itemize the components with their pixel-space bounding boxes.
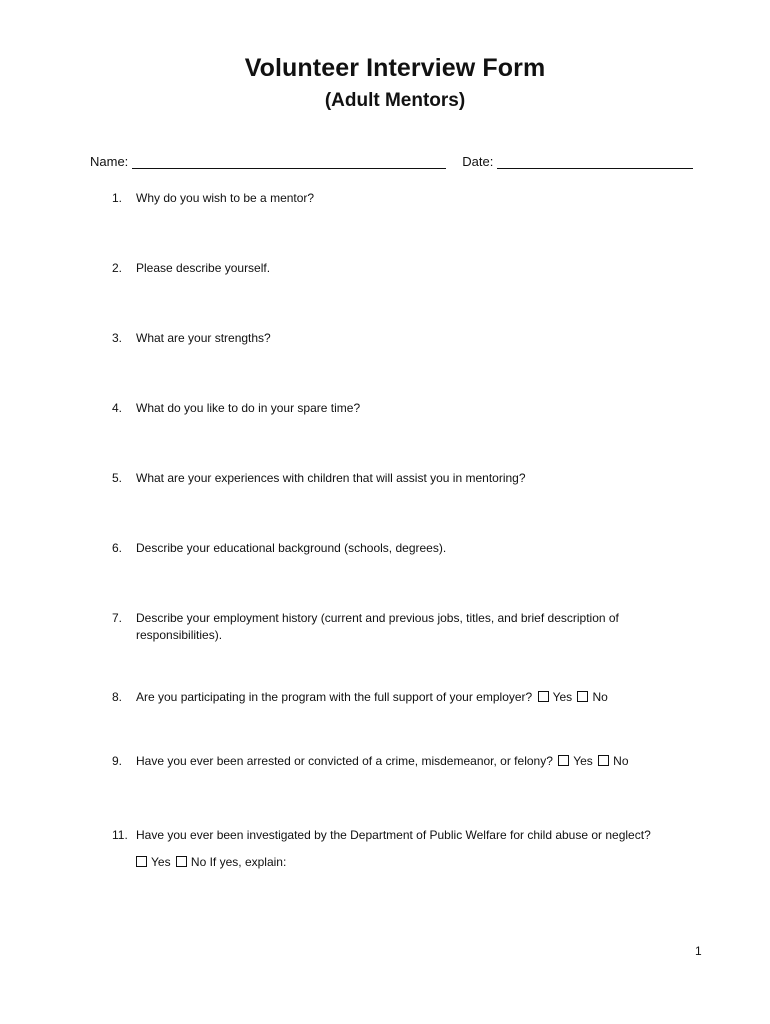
question-6 [112,540,696,557]
question-2 [112,260,696,277]
question-9-body [136,753,696,770]
question-number: 9. [112,754,123,768]
form-subtitle: (Adult Mentors) [324,90,466,111]
no-checkbox[interactable] [176,856,187,867]
question-8 [112,689,696,706]
question-number: 5. [112,471,123,485]
form-title: Volunteer Interview Form [244,54,546,82]
question-8-body [136,689,696,706]
yes-checkbox[interactable] [558,755,569,766]
question-11 [112,827,696,844]
question-number: 2. [112,261,123,275]
name-label: Name: [90,154,129,169]
question-4 [112,400,696,417]
name-date-row [90,154,693,169]
question-text: Describe your employment history (current and previous jobs, titles, and brief description of responsibilities). [136,611,619,642]
no-checkbox[interactable] [598,755,609,766]
question-number: 6. [112,541,123,555]
question-text: What do you like to do in your spare time? [136,401,361,415]
question-number: 4. [112,401,123,415]
no-label: No If yes, explain: [190,855,287,869]
name-field[interactable] [132,154,446,169]
question-text: Have you ever been arrested or convicted of a crime, misdemeanor, or felony? [136,754,553,768]
yes-label: Yes [573,754,593,768]
no-checkbox[interactable] [577,691,588,702]
question-text: Are you participating in the program with the full support of your employer? [136,690,533,704]
yes-label: Yes [552,690,573,704]
yes-checkbox[interactable] [136,856,147,867]
question-1 [112,190,696,207]
question-text: Please describe yourself. [136,261,271,275]
no-label: No [613,754,629,768]
question-text: Why do you wish to be a mentor? [136,191,315,205]
question-number: 8. [112,690,123,704]
question-text: Have you ever been investigated by the Department of Public Welfare for child abuse or neglect? [136,828,651,842]
question-text: What are your strengths? [136,331,271,345]
question-number: 3. [112,331,123,345]
page-number: 1 [695,944,702,958]
question-11-options [136,855,286,869]
question-9 [112,753,696,770]
question-5 [112,470,696,487]
question-number: 11. [112,828,128,842]
question-3 [112,330,696,347]
question-text: What are your experiences with children that will assist you in mentoring? [136,471,526,485]
question-number: 7. [112,611,123,625]
question-text: Describe your educational background (schools, degrees). [136,541,447,555]
date-label: Date: [462,154,494,169]
question-number: 1. [112,191,123,205]
no-label: No [592,690,608,704]
yes-checkbox[interactable] [538,691,549,702]
date-field[interactable] [497,154,693,169]
yes-label: Yes [151,855,171,869]
question-7 [112,610,666,644]
